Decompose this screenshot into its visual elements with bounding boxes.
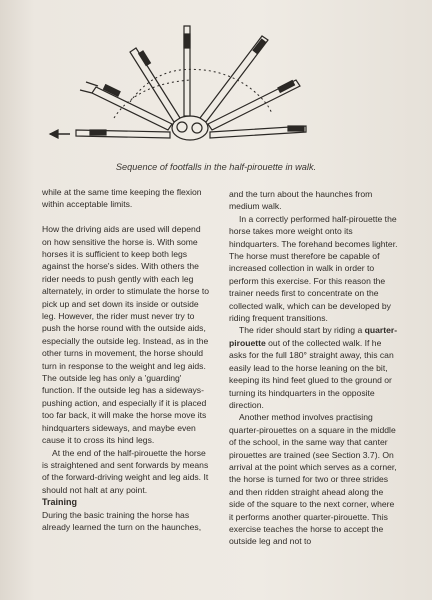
half-pirouette-illustration	[40, 14, 380, 154]
paragraph: In a correctly performed half-pirouette the horse takes more weight onto its hindquarters. The forehand becomes lighter. The horse must therefore be capable of increased collection in walk in order to perform this exercise. For this reason the trainer needs first to concentrate on the collected walk, which can be developed by riding frequent transitions.	[229, 213, 398, 324]
paragraph: How the driving aids are used will depend on how sensitive the horse is. With some horses it is sufficient to keep both legs against the horse's sides. With others the rider needs to push gently with each leg alternately, in order to stimulate the horse to pick up and set down its inside or outside leg. However, the rider must never try to push the horse round with the outside aids, especially the outside leg. Instead, as in the other turns in movement, the horse should turn in response to the weight and leg aids. The outside leg has only a 'guarding' function. If the outside leg has a sideways-pushing action, and especially if it is placed too far back, it will make the horse move its hindquarters sideways, and maybe even cause it to cross its hind legs.	[42, 224, 210, 446]
paragraph-continuation: and the turn about the haunches from medium walk.	[229, 189, 373, 212]
bold-term: quarter-pirouette	[229, 325, 398, 348]
paragraph	[229, 324, 399, 411]
section-heading: Training	[42, 497, 78, 508]
paragraph: Another method involves practising quarter-pirouettes on a square in the middle of the school, in the same way that canter pirouettes are trained (see Section 3.7). On arrival at the point which serves as a corner, the horse is turned for two or three strides and then ridden straight ahead along the side of the square to the next corner, where it performs another quarter-pirouette. This exercise teaches the horse to accept the outside leg and not to	[229, 412, 397, 547]
arrowhead-icon	[50, 130, 58, 138]
left-text-column	[42, 186, 212, 533]
right-text-column	[229, 188, 399, 548]
leg-spoke-icon	[208, 80, 300, 130]
horse-leg-positions	[50, 26, 306, 140]
paragraph: During the basic training the horse has already learned the turn on the haunches,	[42, 509, 202, 532]
figure-caption: Sequence of footfalls in the half-pirouette in walk.	[115, 162, 317, 172]
paragraph-continuation: while at the same time keeping the flexion within acceptable limits.	[42, 187, 202, 210]
leg-spoke-icon	[210, 126, 306, 138]
paragraph-text: out of the collected walk. If he asks for the full 180° straight away, this can easily lead to the horse leaning on the bit, keeping its hind feet glued to the ground or turning its hindquarters in the opposite direction.	[229, 337, 394, 410]
leg-spoke-icon	[76, 130, 170, 138]
leg-spoke-icon	[184, 26, 190, 116]
paragraph: At the end of the half-pirouette the horse is straightened and sent forwards by means of the forward-driving weight and leg aids. It should not halt at any point.	[42, 447, 209, 495]
paragraph-text: The rider should start by riding a	[239, 325, 365, 336]
